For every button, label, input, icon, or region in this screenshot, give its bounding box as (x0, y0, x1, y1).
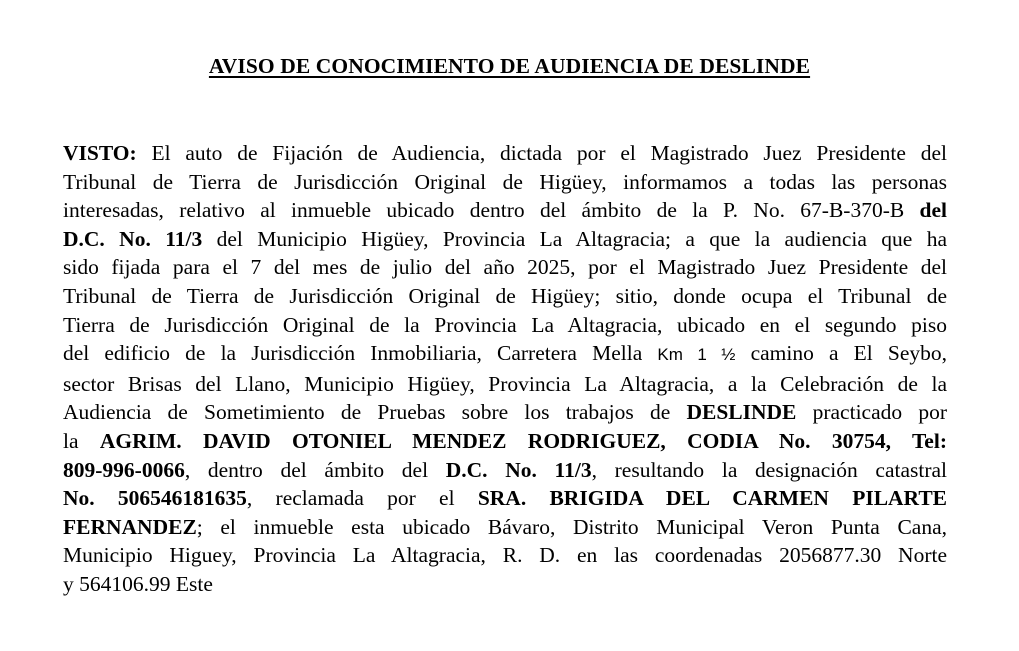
body-line (63, 253, 947, 282)
notice-body (63, 139, 947, 599)
body-line (63, 427, 947, 456)
text-run: Km 1 ½ (657, 345, 736, 365)
bold-text-run: AGRIM. DAVID OTONIEL MENDEZ RODRIGUEZ, CODIA No. 30754, Tel: (99, 428, 947, 453)
text-run: practicado por (796, 400, 947, 425)
body-line (63, 456, 947, 485)
body-line (63, 196, 947, 225)
text-run: Tribunal de Tierra de Jurisdicción Original de Higüey, informamos a todas las personas (63, 169, 947, 194)
text-run: , reclamada por el (246, 486, 478, 511)
bold-text-run: del (919, 198, 947, 223)
bold-text-run: D.C. No. 11/3 (63, 226, 203, 251)
body-line (63, 225, 947, 254)
body-line (63, 139, 947, 168)
body-line (63, 282, 947, 311)
text-run: sido fijada para el 7 del mes de julio del año 2025, por el Magistrado Juez Presidente del (63, 255, 947, 280)
bold-text-run: VISTO: (63, 141, 137, 165)
bold-text-run: 809-996-0066 (63, 457, 185, 482)
bold-text-run: DESLINDE (686, 400, 797, 425)
body-line (63, 484, 947, 513)
body-line (63, 370, 947, 399)
text-run: , resultando la designación catastral (591, 457, 948, 482)
text-run: interesadas, relativo al inmueble ubicado dentro del ámbito de la P. No. 67-B-370-B (63, 198, 920, 223)
text-run: Municipio Higuey, Provincia La Altagracia, R. D. en las coordenadas 2056877.30 Norte (63, 543, 947, 568)
text-run: Audiencia de Sometimiento de Pruebas sobre los trabajos de (63, 400, 687, 425)
body-line (63, 513, 947, 542)
body-line (63, 541, 947, 570)
text-run: , dentro del ámbito del (184, 457, 446, 482)
text-run: del edificio de la Jurisdicción Inmobiliaria, Carretera Mella (63, 341, 658, 366)
text-run: camino a El Seybo, (735, 341, 947, 366)
bold-text-run: SRA. BRIGIDA DEL CARMEN PILARTE (477, 486, 948, 511)
bold-text-run: D.C. No. 11/3 (445, 457, 592, 482)
text-run: la (63, 428, 100, 453)
bold-text-run: FERNANDEZ (63, 514, 197, 539)
text-run: y 564106.99 Este (63, 571, 213, 596)
body-line (63, 168, 947, 197)
text-run: sector Brisas del Llano, Municipio Higüey, Provincia La Altagracia, a la Celebración de la (63, 371, 947, 396)
text-run: ; el inmueble esta ubicado Bávaro, Distrito Municipal Veron Punta Cana, (196, 514, 947, 539)
body-line (63, 570, 947, 599)
body-line (63, 398, 947, 427)
text-run: Tribunal de Tierra de Jurisdicción Original de Higüey; sitio, donde ocupa el Tribunal de (63, 283, 947, 308)
body-line (63, 311, 947, 340)
text-run: El auto de Fijación de Audiencia, dictada por el Magistrado Juez Presidente del (136, 141, 947, 165)
document-title: AVISO DE CONOCIMIENTO DE AUDIENCIA DE DESLINDE (208, 54, 811, 78)
text-run: del Municipio Higüey, Provincia La Altagracia; a que la audiencia que ha (202, 226, 947, 251)
body-line (63, 339, 947, 370)
bold-text-run: No. 506546181635 (63, 486, 247, 511)
text-run: Tierra de Jurisdicción Original de la Provincia La Altagracia, ubicado en el segundo piso (63, 312, 947, 337)
